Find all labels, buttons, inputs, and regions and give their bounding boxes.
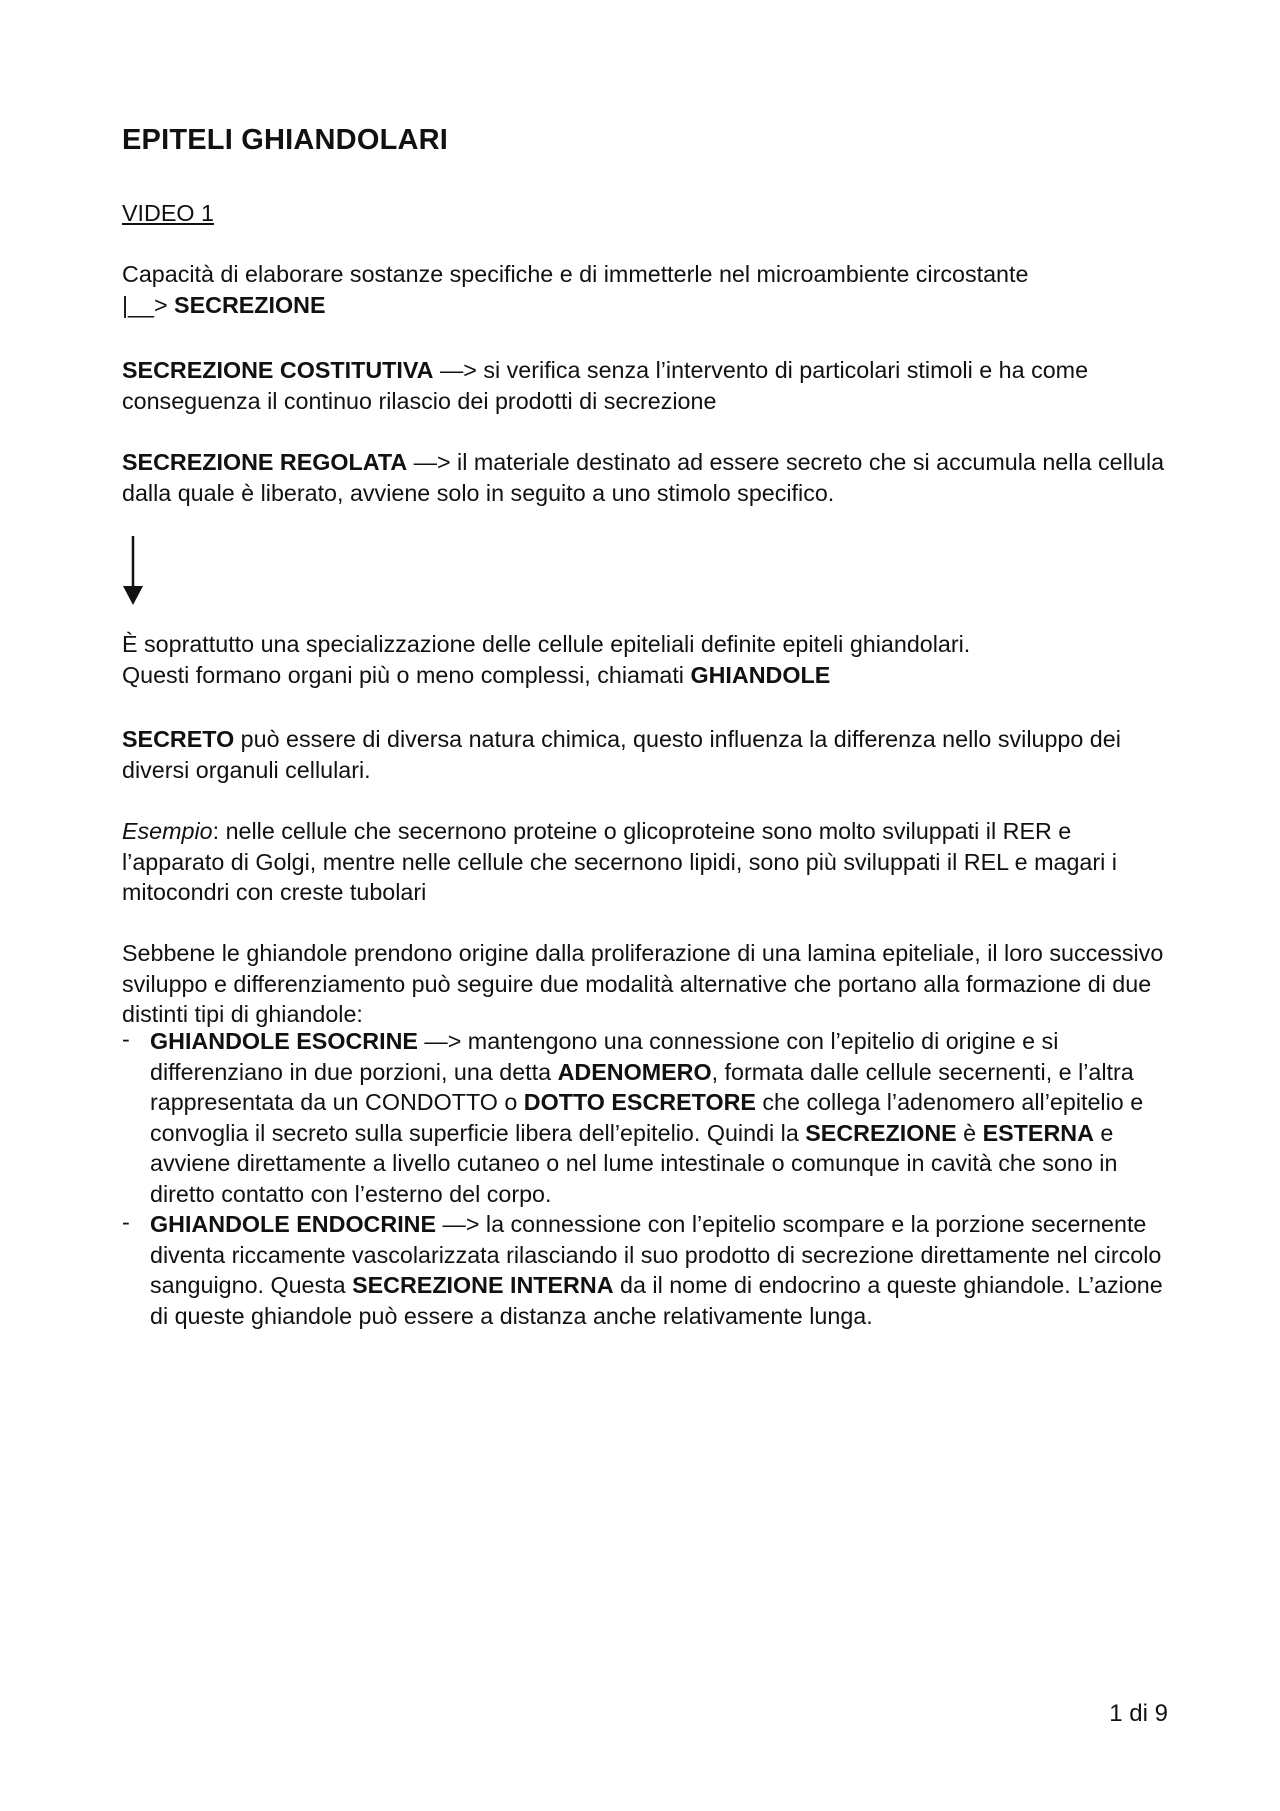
- intro-text: Capacità di elaborare sostanze specifiche e di immetterle nel microambiente circostante: [122, 261, 1029, 287]
- endocrine-text-2: da il nome di endocrino a queste ghiandole. L’azione di queste ghiandole può essere a distanza anche relativamente lunga.: [150, 1272, 1163, 1329]
- secreto-paragraph: [122, 724, 1172, 785]
- specialization-term: GHIANDOLE: [690, 661, 831, 688]
- gland-types-list: [122, 1026, 1172, 1331]
- page-number: 1 di 9: [1109, 1700, 1168, 1727]
- exocrine-text-5: e avviene direttamente a livello cutaneo o nel lume intestinale o comunque in cavità che sono in diretto contatto con l’esterno del corpo.: [150, 1119, 1118, 1207]
- exocrine-term: GHIANDOLE ESOCRINE: [150, 1028, 418, 1054]
- specialization-paragraph: [122, 629, 1172, 690]
- regulated-paragraph: [122, 447, 1172, 508]
- regulated-term: SECREZIONE REGOLATA: [122, 449, 408, 475]
- regulated-text: —> il materiale destinato ad essere secreto che si accumula nella cellula dalla quale è liberato, avviene solo in seguito a uno stimolo specifico.: [122, 449, 1165, 506]
- example-label: Esempio: [122, 818, 213, 844]
- list-item-exocrine: [122, 1026, 1172, 1209]
- interna-term: SECREZIONE INTERNA: [352, 1272, 614, 1298]
- intro-term: SECREZIONE: [174, 291, 326, 318]
- secreto-term: SECRETO: [122, 726, 235, 752]
- video-label: VIDEO 1: [122, 200, 214, 226]
- exocrine-text-3: che collega l’adenomero all’epitelio e convoglia il secreto sulla superficie libera dell’epitelio. Quindi la: [150, 1089, 1144, 1146]
- list-dash: -: [122, 1026, 130, 1052]
- constitutive-paragraph: [122, 355, 1172, 416]
- endocrine-text-1: —> la connessione con l’epitelio scompare e la porzione secernente diventa riccamente vascolarizzata rilasciando il suo prodotto di secrezione direttamente nel circolo sanguigno. Questa: [150, 1211, 1162, 1298]
- down-arrow-icon: [122, 536, 146, 606]
- specialization-line2: Questi formano organi più o meno complessi, chiamati: [122, 661, 691, 688]
- secrezione-term: SECREZIONE: [805, 1119, 957, 1146]
- list-dash: -: [122, 1209, 130, 1235]
- secreto-text: può essere di diversa natura chimica, questo influenza la differenza nello sviluppo dei diversi organuli cellulari.: [122, 726, 1121, 783]
- constitutive-term: SECREZIONE COSTITUTIVA: [122, 357, 434, 383]
- esterna-term: ESTERNA: [982, 1119, 1094, 1146]
- intro-paragraph: [122, 259, 1172, 320]
- dotto-term: DOTTO ESCRETORE: [523, 1089, 756, 1115]
- exocrine-text-1: —> mantengono una connessione con l’epitelio di origine e si differenziano in due porzioni, una detta: [150, 1028, 1059, 1085]
- exocrine-text-2: , formata dalle cellule secernenti, e l’altra rappresentata da un CONDOTTO o: [150, 1058, 1134, 1115]
- intro-arrow: |__>: [122, 291, 175, 318]
- exocrine-text-4: è: [956, 1119, 983, 1146]
- adenomero-term: ADENOMERO: [557, 1058, 712, 1085]
- endocrine-term: GHIANDOLE ENDOCRINE: [150, 1211, 437, 1237]
- specialization-line1: È soprattutto una specializzazione delle cellule epiteliali definite epiteli ghiandolari.: [122, 631, 971, 657]
- list-item-endocrine: [122, 1209, 1172, 1331]
- constitutive-text: —> si verifica senza l’intervento di particolari stimoli e ha come conseguenza il continuo rilascio dei prodotti di secrezione: [122, 357, 1089, 414]
- origin-paragraph: Sebbene le ghiandole prendono origine dalla proliferazione di una lamina epiteliale, il loro successivo sviluppo e differenziamento può seguire due modalità alternative che portano alla formazione di due distinti tipi di ghiandole:: [122, 940, 1164, 1027]
- example-paragraph: [122, 816, 1172, 908]
- page-title: EPITELI GHIANDOLARI: [122, 124, 449, 156]
- example-text: : nelle cellule che secernono proteine o glicoproteine sono molto sviluppati il RER e l’apparato di Golgi, mentre nelle cellule che secernono lipidi, sono più sviluppati il REL e magari i mitocondri con creste tubolari: [122, 818, 1117, 905]
